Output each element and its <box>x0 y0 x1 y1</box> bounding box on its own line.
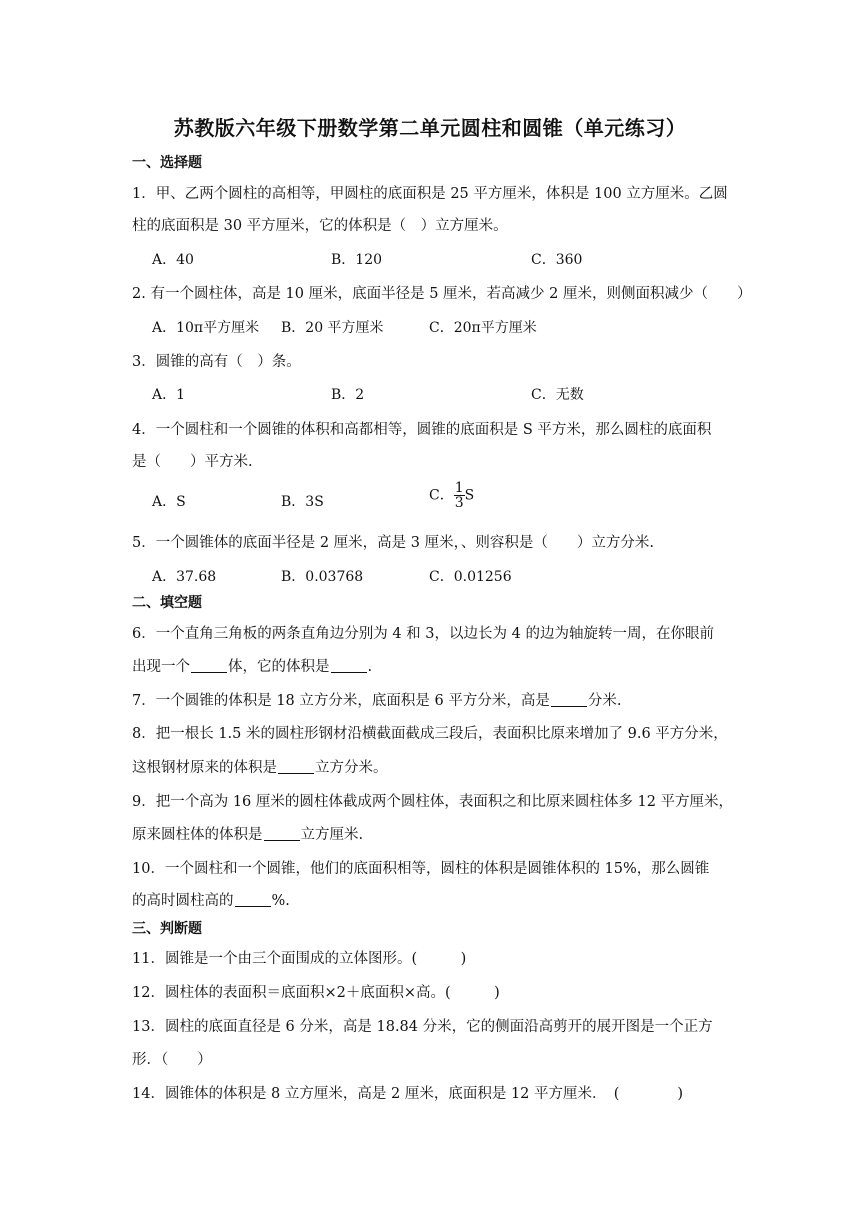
question-7-line-1 <box>132 689 621 710</box>
section-heading-judge: 三、判断题 <box>132 921 202 937</box>
answer-blank[interactable] <box>191 658 227 673</box>
question-2-option-a: A．10π平方厘米 <box>152 320 260 336</box>
question-10-text-a: 的高时圆柱高的 <box>132 893 234 909</box>
question-1-line-2: 柱的底面积是 30 平方厘米，它的体积是（ ）立方厘米。 <box>132 218 508 234</box>
answer-blank[interactable] <box>551 692 587 707</box>
question-6-line-1: 6．一个直角三角板的两条直角边分别为 4 和 3，以边长为 4 的边为轴旋转一周，在你眼前 <box>132 626 714 642</box>
fraction-one-third <box>454 481 465 510</box>
answer-blank[interactable] <box>235 892 271 907</box>
question-12-line-1: 12．圆柱体的表面积＝底面积×2＋底面积×高。( ) <box>132 985 500 1001</box>
fraction-denominator: 3 <box>454 495 464 511</box>
question-4-option-a: A．S <box>152 494 186 510</box>
question-4-option-c-suffix: S <box>464 487 475 504</box>
question-3-option-c: C．无数 <box>531 387 584 403</box>
question-10-text-b: %. <box>271 893 290 909</box>
question-9-text-a: 原来圆柱体的体积是 <box>132 827 263 843</box>
question-2-option-c: C．20π平方厘米 <box>429 320 537 336</box>
question-13-line-1: 13．圆柱的底面直径是 6 分米，高是 18.84 分米，它的侧面沿高剪开的展开图是一个正方 <box>132 1019 713 1035</box>
question-4-option-b: B．3S <box>281 494 324 510</box>
question-9-line-1: 9．把一个高为 16 厘米的圆柱体截成两个圆柱体，表面积之和比原来圆柱体多 12 平方厘米， <box>132 794 734 810</box>
question-11-line-1: 11．圆锥是一个由三个面围成的立体图形。( ) <box>132 951 467 967</box>
question-8-line-1: 8．把一根长 1.5 米的圆柱形钢材沿横截面截成三段后，表面积比原来增加了 9.6 平方分米， <box>132 726 728 742</box>
question-8-text-b: 立方分米。 <box>315 760 388 776</box>
question-1-option-c: C．360 <box>531 252 583 268</box>
question-4-option-c <box>429 481 474 510</box>
question-8-line-2 <box>132 756 388 777</box>
question-9-text-b: 立方厘米. <box>300 827 364 843</box>
page-title: 苏教版六年级下册数学第二单元圆柱和圆锥（单元练习） <box>173 116 687 140</box>
question-13-line-2: 形．（ ） <box>132 1052 212 1068</box>
question-3-line-1: 3．圆锥的高有（ ）条。 <box>132 354 301 370</box>
question-3-option-a: A．1 <box>152 387 186 403</box>
question-5-option-b: B．0.03768 <box>281 569 364 585</box>
question-2-line-1: 2. 有一个圆柱体，高是 10 厘米，底面半径是 5 厘米，若高减少 2 厘米，则侧面积减少（ ） <box>132 286 752 302</box>
question-5-option-c: C．0.01256 <box>429 569 512 585</box>
section-heading-fill: 二、填空题 <box>132 595 202 611</box>
question-5-option-a: A．37.68 <box>152 569 217 585</box>
question-3-option-b: B．2 <box>331 387 365 403</box>
question-2-option-b: B．20 平方厘米 <box>281 320 384 336</box>
question-10-line-2 <box>132 889 290 910</box>
answer-blank[interactable] <box>331 658 367 673</box>
question-6-text-a: 出现一个 <box>132 659 190 675</box>
question-6-text-b: 体，它的体积是 <box>228 659 330 675</box>
question-1-line-1: 1．甲、乙两个圆柱的高相等，甲圆柱的底面积是 25 平方厘米，体积是 100 立方厘米。乙圆 <box>132 186 728 202</box>
question-4-line-1: 4．一个圆柱和一个圆锥的体积和高都相等，圆锥的底面积是 S 平方米，那么圆柱的底面积 <box>132 422 712 438</box>
question-7-text-b: 分米. <box>587 693 622 709</box>
question-10-line-1: 10．一个圆柱和一个圆锥，他们的底面积相等，圆柱的体积是圆锥体积的 15%，那么圆锥 <box>132 861 710 877</box>
question-4-option-c-label: C． <box>429 487 454 504</box>
answer-blank[interactable] <box>264 826 300 841</box>
section-heading-choice: 一、选择题 <box>132 155 202 171</box>
question-1-option-b: B．120 <box>331 252 383 268</box>
fraction-numerator: 1 <box>454 480 464 496</box>
question-5-line-1: 5．一个圆锥体的底面半径是 2 厘米，高是 3 厘米，、则容积是（ ）立方分米. <box>132 535 654 551</box>
question-6-line-2 <box>132 655 372 676</box>
answer-blank[interactable] <box>278 759 314 774</box>
question-1-option-a: A．40 <box>152 252 194 268</box>
question-4-line-2: 是（ ）平方米. <box>132 454 253 470</box>
question-14-line-1: 14．圆锥体的体积是 8 立方厘米，高是 2 厘米，底面积是 12 平方厘米． ( ) <box>132 1086 684 1102</box>
question-8-text-a: 这根钢材原来的体积是 <box>132 760 277 776</box>
question-9-line-2 <box>132 823 363 844</box>
question-7-text-a: 7．一个圆锥的体积是 18 立方分米，底面积是 6 平方分米，高是 <box>132 693 550 709</box>
question-6-text-c: . <box>367 659 373 675</box>
